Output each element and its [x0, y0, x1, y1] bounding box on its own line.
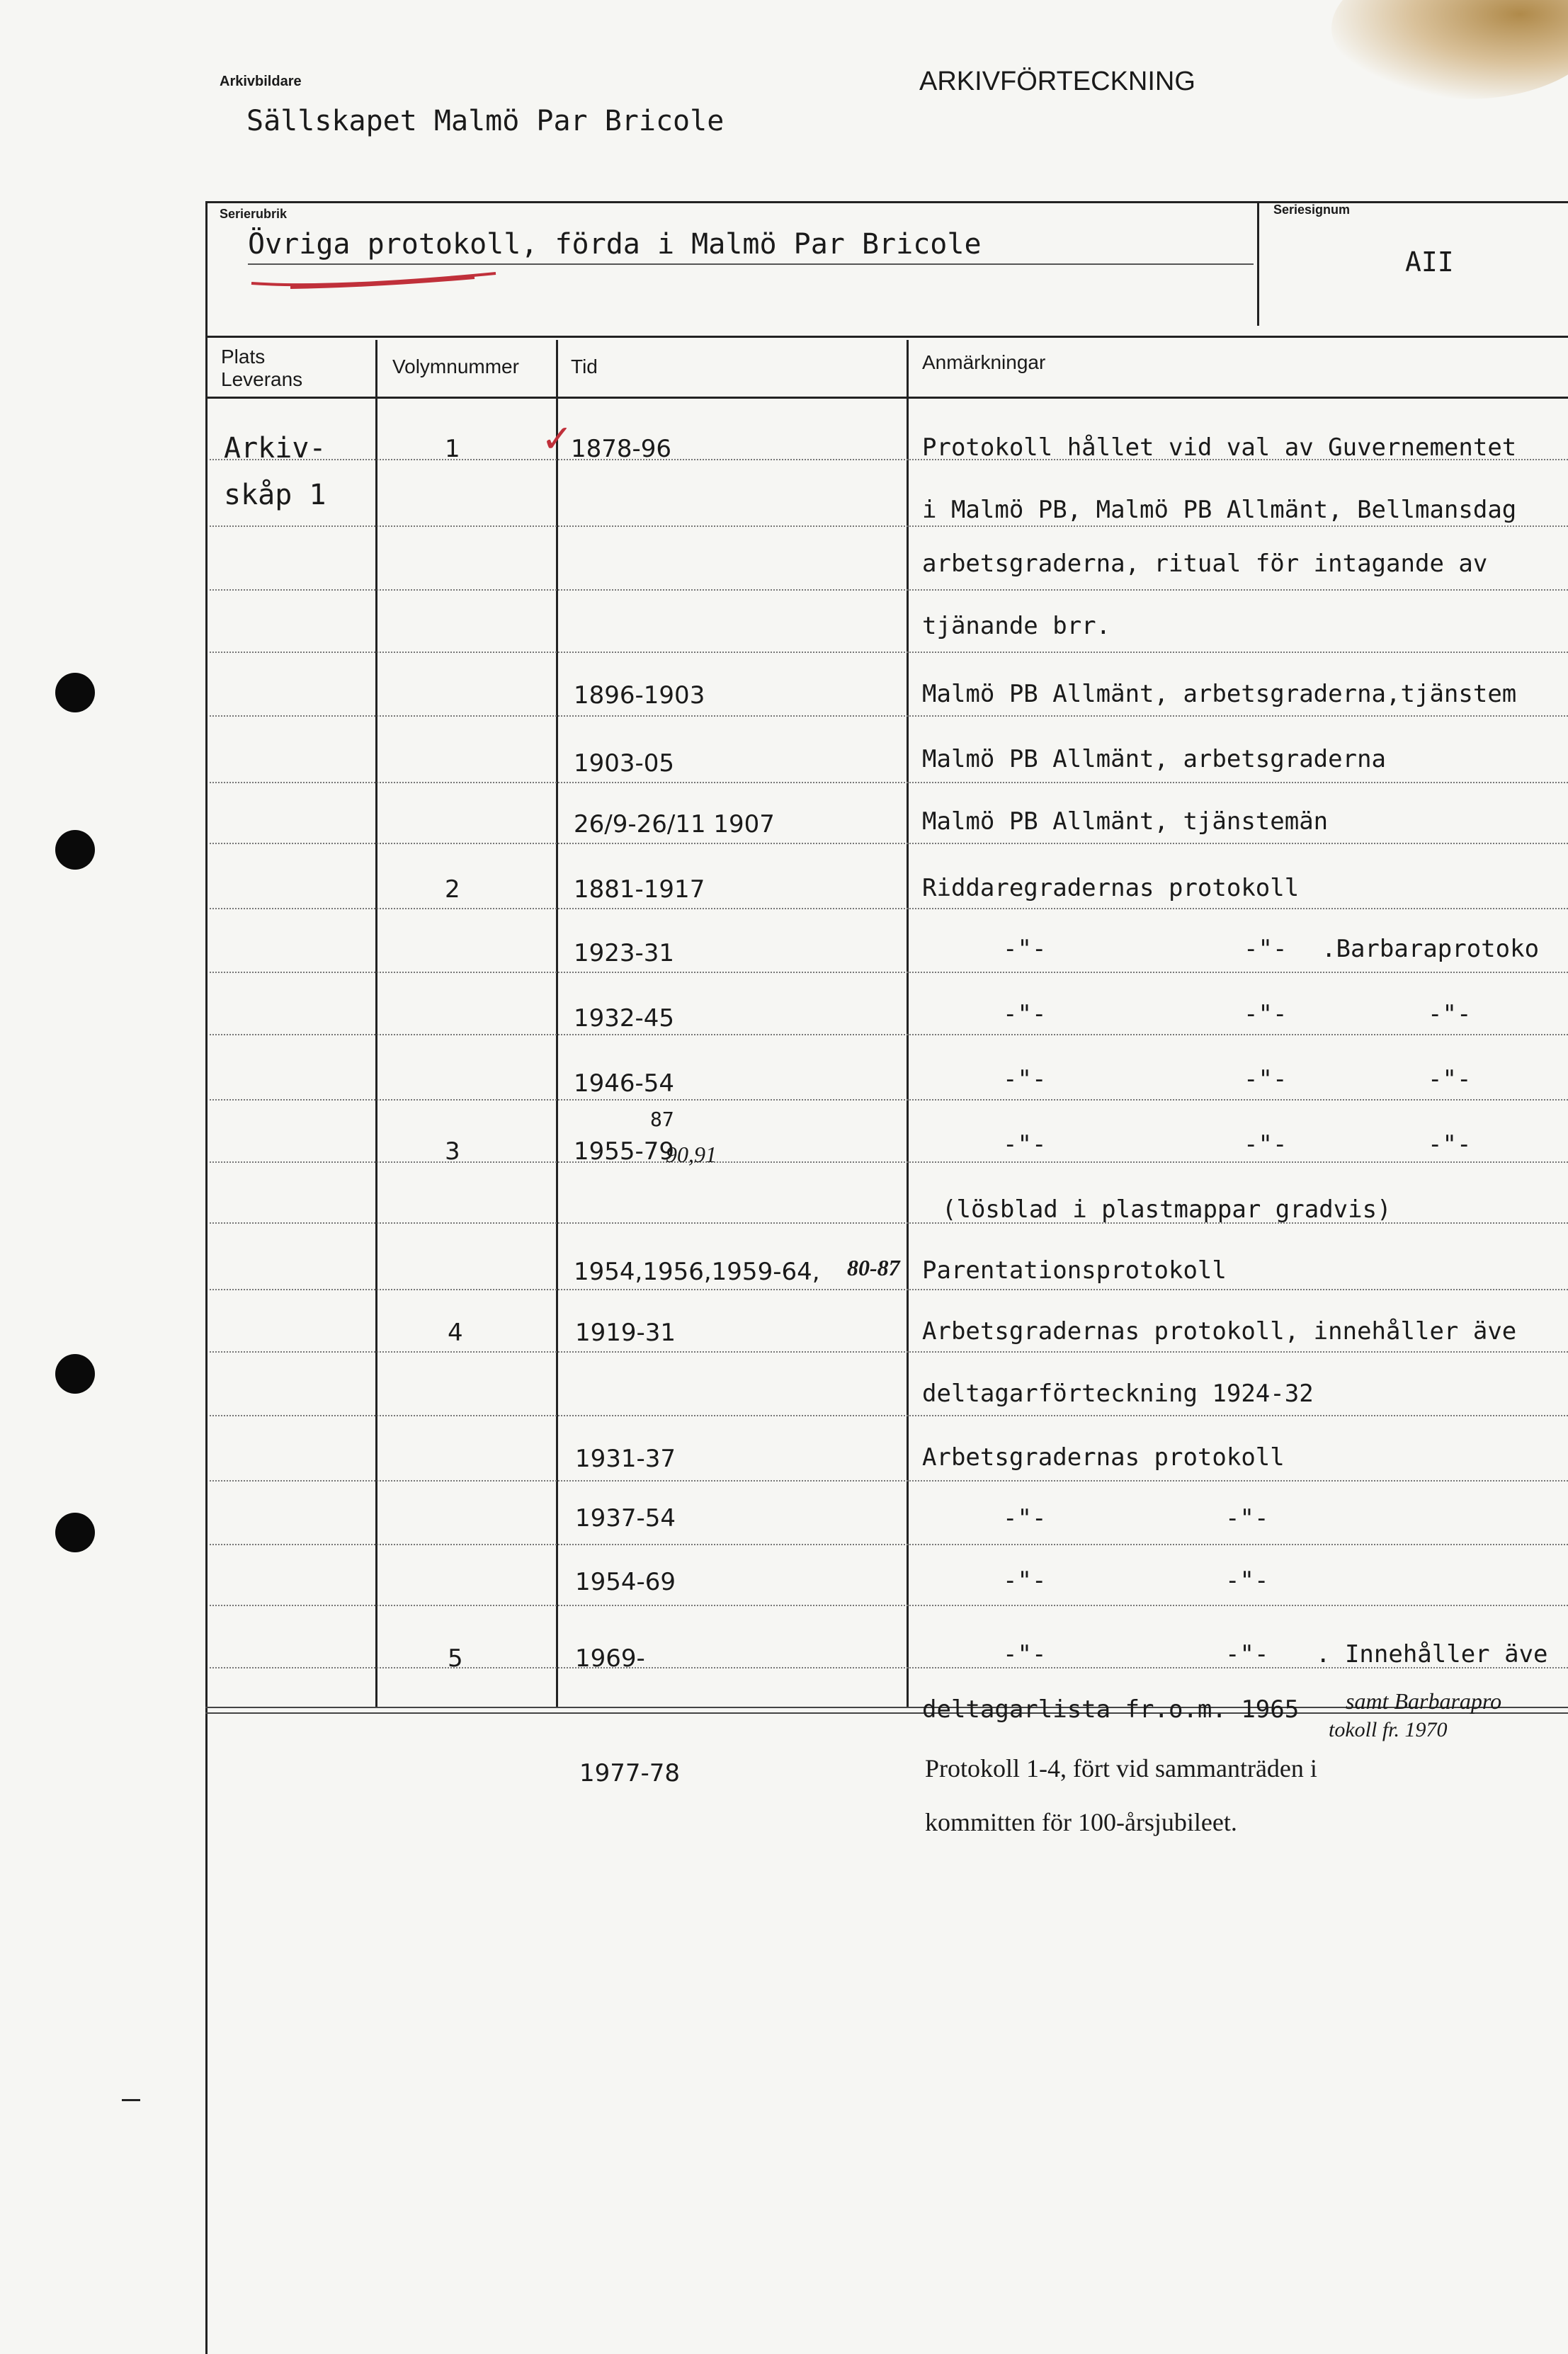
row-guide: [210, 1099, 1568, 1101]
col-divider-3: [907, 340, 909, 1707]
anm-text: kommitten för 100-årsjubileet.: [925, 1808, 1237, 1836]
tid-value: 1903-05: [574, 749, 675, 778]
arkivbildare-value: Sällskapet Malmö Par Bricole: [246, 105, 725, 137]
series-top-rule: [205, 201, 1568, 203]
row-guide: [210, 589, 1568, 591]
row-guide: [210, 1351, 1568, 1353]
red-underline-mark: [248, 268, 503, 296]
location-line1: Arkiv-: [224, 432, 326, 465]
tid-value: 1932-45: [574, 1004, 675, 1033]
anm-text: (lösblad i plastmappar gradvis): [942, 1195, 1392, 1224]
anm-text: i Malmö PB, Malmö PB Allmänt, Bellmansdag: [922, 496, 1517, 524]
series-divider: [1257, 201, 1259, 326]
ditto-mark: -"-: [1428, 1000, 1472, 1028]
ditto-mark: -"-: [1244, 1000, 1288, 1028]
anm-text: Arbetsgradernas protokoll: [922, 1443, 1285, 1472]
volume-number: 2: [445, 875, 460, 904]
tid-value: 1977-78: [579, 1759, 681, 1787]
punch-hole: [55, 1354, 95, 1394]
ditto-mark: -"-: [1244, 1130, 1288, 1159]
tid-value: 26/9-26/11 1907: [574, 810, 775, 838]
row-guide: [210, 843, 1568, 844]
row-guide: [210, 782, 1568, 783]
col-volymnummer: Volymnummer: [392, 356, 519, 377]
row-guide: [210, 1289, 1568, 1290]
row-guide: [210, 715, 1568, 717]
tid-value: 1954,1956,1959-64,: [574, 1258, 820, 1286]
col-divider-1: [375, 340, 377, 1707]
anm-text: arbetsgraderna, ritual för intagande av: [922, 550, 1488, 578]
ditto-mark: -"-: [1003, 1065, 1047, 1093]
handwritten-tokoll-fr-1970: tokoll fr. 1970: [1329, 1718, 1448, 1741]
ditto-mark: -"-: [1244, 1065, 1288, 1093]
anm-text: Arbetsgradernas protokoll, innehåller äve: [922, 1317, 1517, 1346]
row-guide: [210, 652, 1568, 653]
series-left-rule: [205, 201, 208, 337]
ditto-mark: -"-: [1225, 1640, 1269, 1668]
handwritten-8087: 80-87: [847, 1255, 900, 1280]
punch-hole: [55, 673, 95, 712]
col-leverans: Leverans: [221, 368, 303, 390]
tid-value: 1931-37: [575, 1445, 676, 1473]
ditto-mark: -"-: [1003, 1640, 1047, 1668]
row-guide: [210, 972, 1568, 973]
row-guide: [210, 525, 1568, 527]
volume-number: 3: [445, 1137, 460, 1166]
tid-value: 1946-54: [574, 1069, 675, 1098]
punch-hole: [55, 1513, 95, 1552]
anm-text: deltagarförteckning 1924-32: [922, 1380, 1314, 1408]
ditto-mark: -"-: [1225, 1504, 1269, 1533]
table-left-rule: [205, 336, 208, 2354]
red-check-mark: ✓: [541, 416, 574, 461]
table-top-rule: [205, 336, 1568, 338]
punch-hole: [55, 830, 95, 870]
ditto-mark: -"-: [1003, 1130, 1047, 1159]
tid-value: 1878-96: [571, 435, 672, 463]
paper-stain: [1331, 0, 1568, 99]
serierubrik-value: Övriga protokoll, förda i Malmö Par Bricole: [248, 228, 982, 261]
ditto-mark: -"-: [1428, 1065, 1472, 1093]
ditto-mark: -"-: [1003, 1504, 1047, 1533]
ditto-mark: -"-: [1225, 1567, 1269, 1595]
col-tid: Tid: [571, 356, 598, 377]
ditto-mark: -"-: [1003, 1000, 1047, 1028]
anm-text: tjänande brr.: [922, 612, 1111, 640]
anm-text: Malmö PB Allmänt, arbetsgraderna: [922, 745, 1387, 773]
volume-number: 1: [445, 435, 460, 463]
row-guide: [210, 1605, 1568, 1606]
tid-value: 1896-1903: [574, 681, 705, 710]
ditto-mark: -"-: [1244, 935, 1288, 963]
handwritten-samt-barbarapro: samt Barbarapro: [1346, 1688, 1502, 1714]
tid-value: 1937-54: [575, 1504, 676, 1533]
anm-text: Malmö PB Allmänt, tjänstemän: [922, 807, 1329, 836]
tid-value: 1954-69: [575, 1568, 676, 1596]
row-guide: [210, 1415, 1568, 1416]
volume-number: 4: [448, 1319, 463, 1347]
ditto-mark: -"-: [1428, 1130, 1472, 1159]
tid-value: 1881-1917: [574, 875, 705, 904]
seriesignum-label: Seriesignum: [1273, 203, 1351, 217]
document-title: ARKIVFÖRTECKNING: [919, 67, 1195, 96]
serierubrik-label: Serierubrik: [220, 207, 288, 221]
seriesignum-value: AII: [1405, 246, 1454, 278]
anm-text: .Barbaraprotoko: [1322, 935, 1540, 963]
row-guide: [210, 908, 1568, 909]
margin-mark: [122, 2099, 140, 2101]
anm-text: . Innehåller äve: [1316, 1640, 1548, 1668]
row-guide: [210, 1544, 1568, 1545]
anm-text: Riddaregradernas protokoll: [922, 874, 1300, 902]
anm-text: Parentationsprotokoll: [922, 1256, 1227, 1285]
ditto-mark: -"-: [1003, 1567, 1047, 1595]
ditto-mark: -"-: [1003, 935, 1047, 963]
col-anmarkningar: Anmärkningar: [922, 351, 1046, 373]
anm-text: Protokoll 1-4, fört vid sammanträden i: [925, 1754, 1317, 1782]
anm-text: Malmö PB Allmänt, arbetsgraderna,tjänstem: [922, 680, 1517, 708]
col-plats: Plats: [221, 346, 266, 368]
tid-value: 1923-31: [574, 939, 675, 967]
location-line2: skåp 1: [224, 479, 326, 511]
row-guide: [210, 1034, 1568, 1035]
row-guide: [210, 1161, 1568, 1163]
handwritten-87: 87: [650, 1108, 674, 1131]
table-header-bottom-rule: [205, 397, 1568, 399]
volume-number: 5: [448, 1644, 463, 1673]
handwritten-9091: 90,91: [666, 1142, 717, 1167]
tid-value: 1969-: [575, 1644, 645, 1673]
tid-value: 1919-31: [575, 1319, 676, 1347]
arkivbildare-label: Arkivbildare: [220, 74, 302, 89]
anm-text: deltagarlista fr.o.m. 1965: [922, 1695, 1300, 1724]
row-guide: [210, 1480, 1568, 1482]
col-divider-2: [556, 340, 558, 1707]
anm-text: Protokoll hållet vid val av Guvernementet: [922, 433, 1517, 462]
serierubrik-underline: [248, 263, 1254, 265]
tid-value: 1955-79: [574, 1137, 675, 1166]
